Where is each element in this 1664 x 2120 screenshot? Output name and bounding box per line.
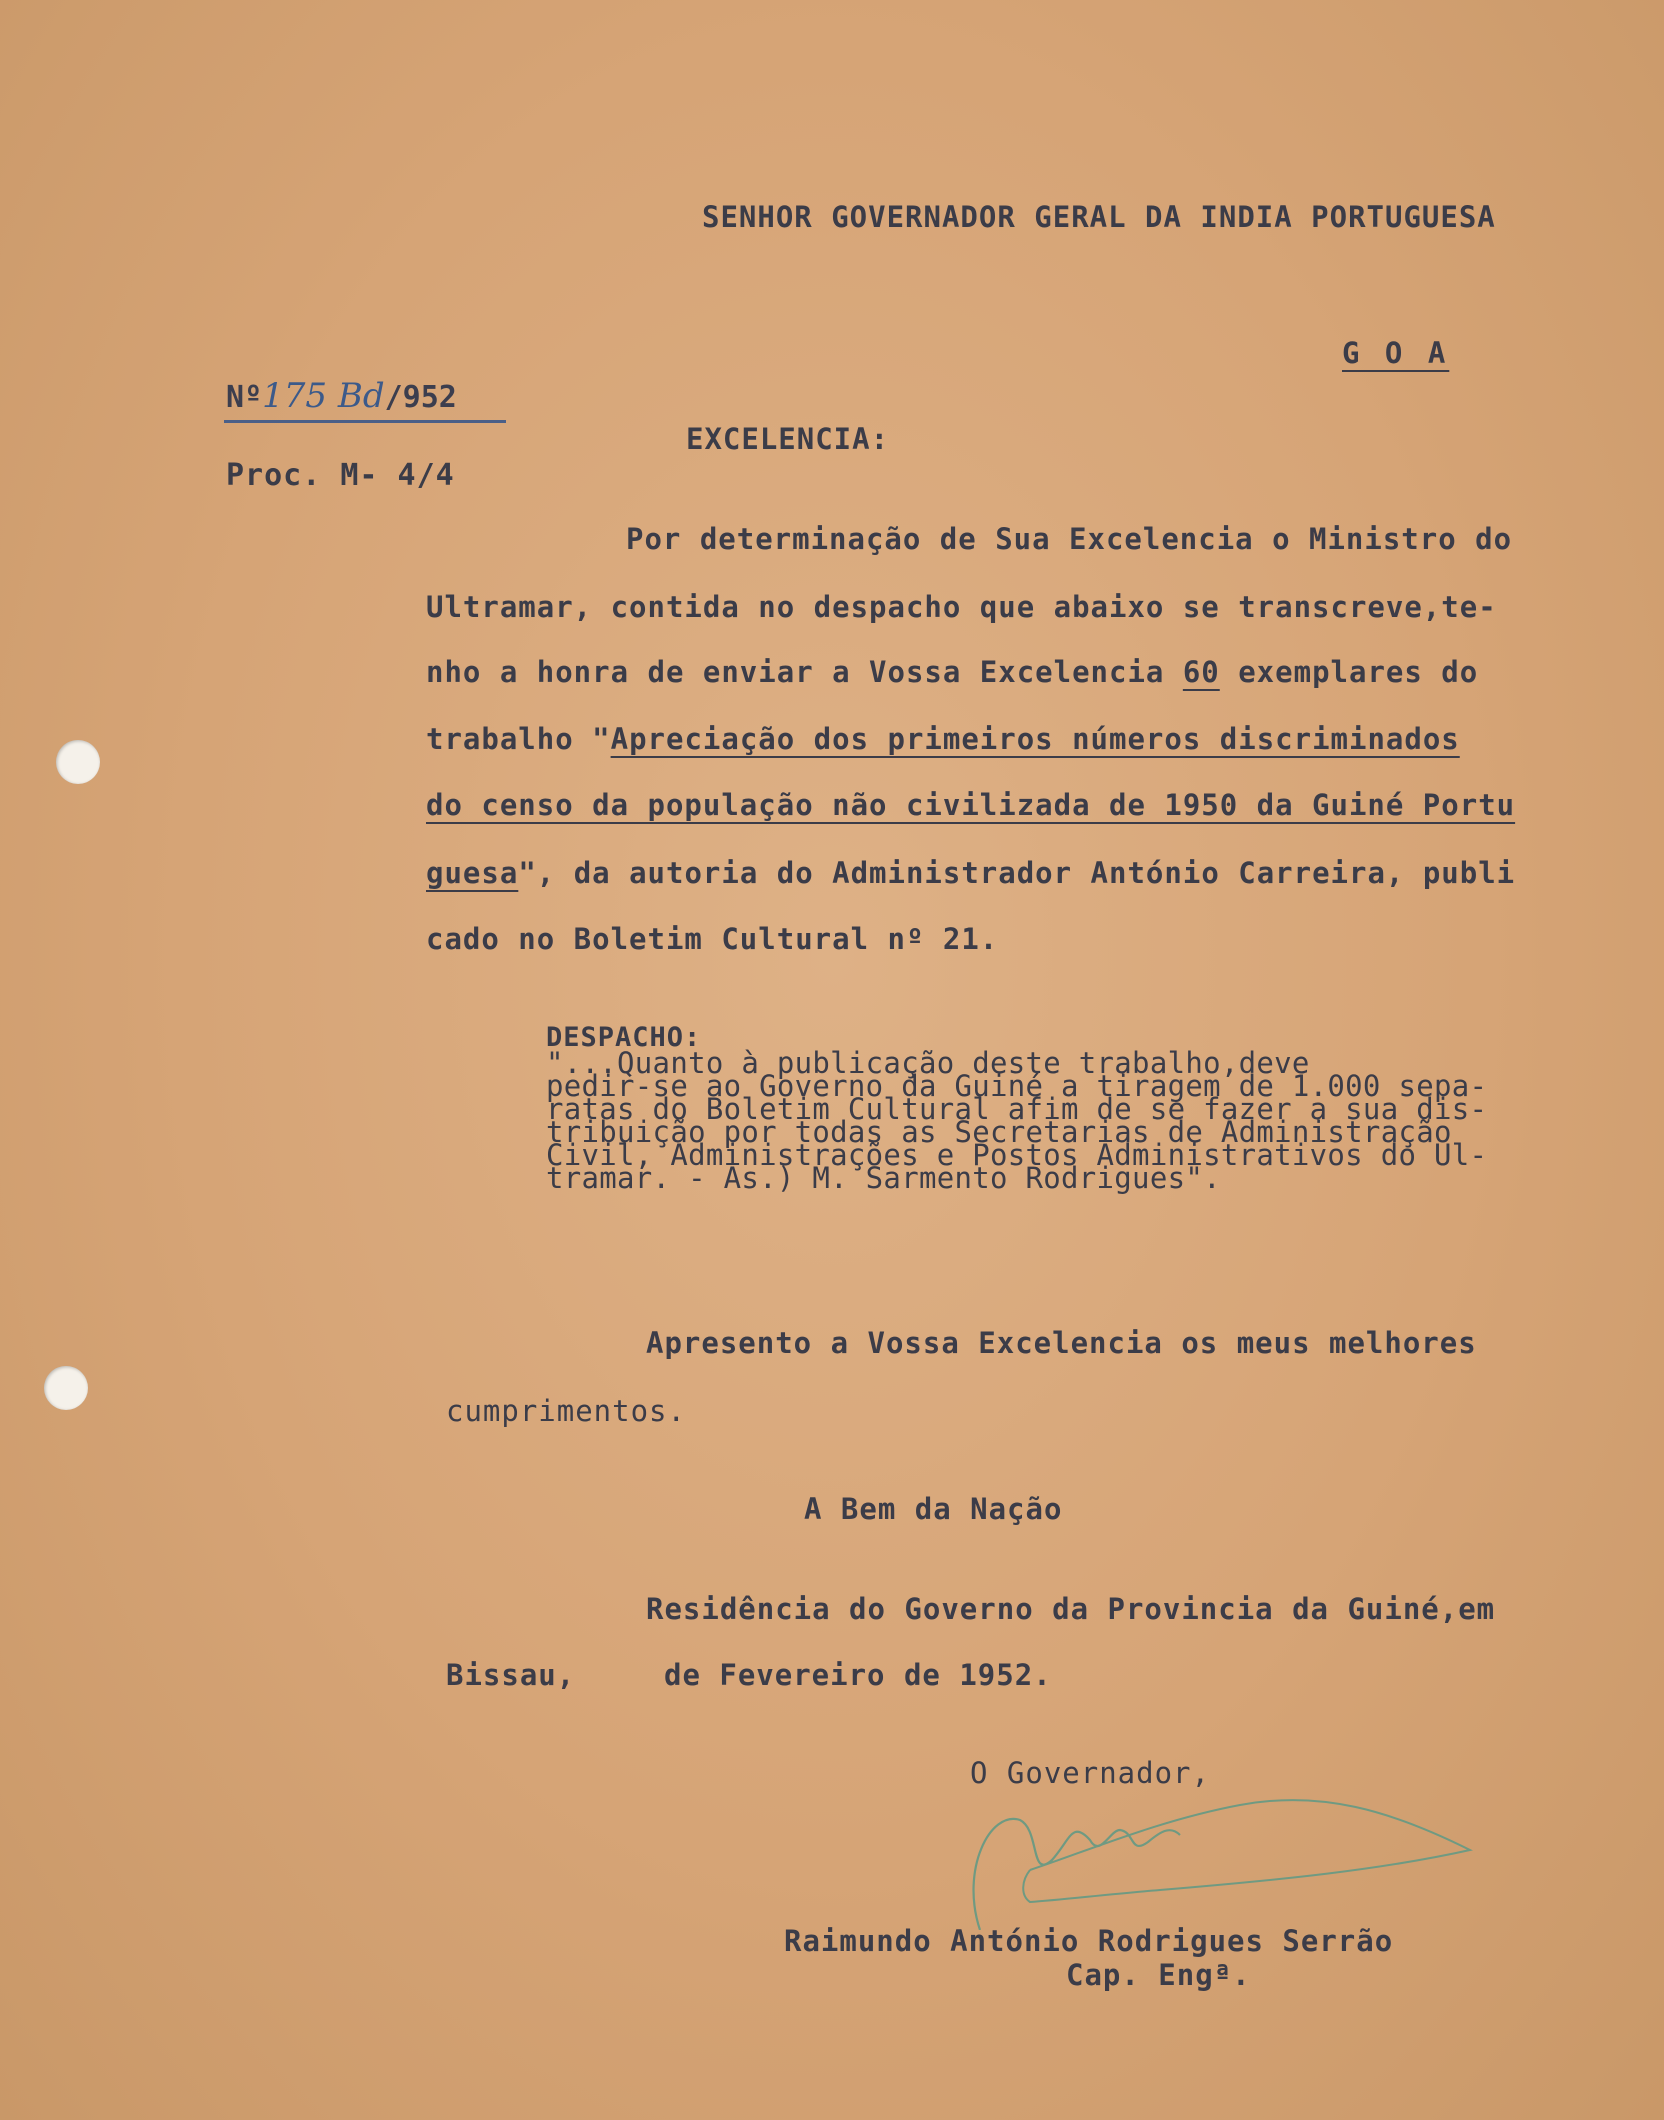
motto: A Bem da Nação: [804, 1492, 1063, 1526]
closing-line-1: Apresento a Vossa Excelencia os meus melhores: [646, 1326, 1477, 1360]
place-date: de Fevereiro de 1952.: [664, 1658, 1052, 1692]
closing-line-2: cumprimentos.: [446, 1394, 686, 1428]
reference-handwritten: 175 Bd: [262, 376, 385, 416]
process-number: Proc. M- 4/4: [226, 458, 455, 493]
despacho-label: DESPACHO:: [546, 1022, 702, 1053]
body-line-1: Por determinação de Sua Excelencia o Ministro do: [626, 522, 1513, 556]
signer-name: Raimundo António Rodrigues Serrão: [784, 1924, 1394, 1958]
salutation: EXCELENCIA:: [686, 422, 890, 456]
punch-hole-bottom: [44, 1366, 88, 1410]
signer-title: O Governador,: [970, 1756, 1210, 1790]
place-city: Bissau,: [446, 1658, 576, 1692]
reference-underline: [224, 420, 506, 423]
body-line-2: Ultramar, contida no despacho que abaixo se transcreve,te-: [426, 590, 1497, 624]
body-line-7: cado no Boletim Cultural nº 21.: [426, 922, 999, 956]
reference-number: [226, 376, 457, 416]
despacho-text: "...Quanto à publicação deste trabalho,deve pedir-se ao Governo da Guiné a tiragem de 1.000 sepa- ratas do Boletim Cultural afim de se fazer a sua dis- tribuição por todas as Secretarias de Administração Civil, Administrações e Postos Administrativos do Ul- tramar. - As.) M. Sarmento Rodrigues".: [546, 1046, 1488, 1195]
work-title-part-1: Apreciação dos primeiros números discriminados: [610, 722, 1460, 756]
work-title-part-3: guesa: [426, 856, 519, 890]
addressee-city: G O A: [1342, 336, 1450, 370]
body-line-6: guesa", da autoria do Administrador António Carreira, publi: [426, 856, 1516, 890]
signer-rank: Cap. Engª.: [1066, 1958, 1251, 1992]
place-line-1: Residência do Governo da Provincia da Guiné,em: [646, 1592, 1496, 1626]
body-line-3: nho a honra de enviar a Vossa Excelencia 60 exemplares do: [426, 655, 1479, 689]
copies-count: 60: [1182, 655, 1220, 689]
punch-hole-top: [56, 740, 100, 784]
reference-prefix: Nº: [226, 380, 263, 415]
reference-year: /952: [384, 380, 457, 415]
signature-scribble: [960, 1770, 1480, 1930]
addressee: SENHOR GOVERNADOR GERAL DA INDIA PORTUGUESA: [702, 200, 1496, 234]
work-title-part-2: do censo da população não civilizada de 1950 da Guiné Portu: [426, 788, 1516, 822]
body-line-4: trabalho "Apreciação dos primeiros números discriminados: [426, 722, 1460, 756]
